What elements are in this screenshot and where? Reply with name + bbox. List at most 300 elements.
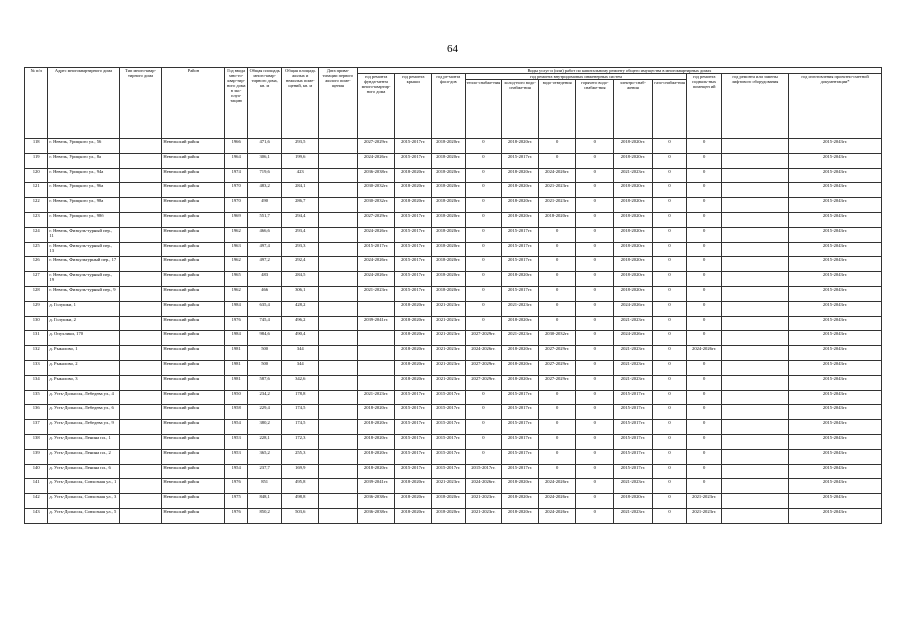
row-type	[119, 168, 162, 183]
header-works-group: Виды услуг и (или) работ по капитальному ремонту общего имущества в многоквартирных домах	[357, 68, 881, 74]
row-transfer-date	[319, 494, 358, 509]
header-roof: год ремонта крыши	[395, 74, 432, 139]
row-transfer-date	[319, 153, 358, 168]
table-row	[25, 272, 882, 287]
row-district: Невельский район	[162, 346, 225, 361]
row-address: д. Усть-Долыссы, Лебедева ул., 9	[48, 420, 119, 435]
row-basement: 0	[687, 212, 722, 227]
row-living-area: 423	[282, 168, 319, 183]
row-total-area: 466	[247, 286, 282, 301]
row-fund: 2018-2020гг.	[357, 449, 395, 464]
row-year: 1954	[225, 464, 247, 479]
row-cold: 2018-2020гг.	[502, 198, 539, 213]
row-transfer-date	[319, 242, 358, 257]
row-transfer-date	[319, 464, 358, 479]
row-cold: 2018-2020гг.	[502, 375, 539, 390]
row-year: 1966	[225, 139, 247, 154]
row-cold: 2021-2023гг.	[502, 331, 539, 346]
row-fund: 2027-2029гг.	[357, 212, 395, 227]
row-cold: 2018-2020гг.	[502, 360, 539, 375]
row-num: 120	[25, 168, 48, 183]
row-district: Невельский район	[162, 286, 225, 301]
row-heat: 2027-2029гг.	[465, 375, 502, 390]
row-gas: 0	[652, 242, 687, 257]
row-fund: 2018-2020гг.	[357, 405, 395, 420]
row-transfer-date	[319, 227, 358, 242]
row-type	[119, 405, 162, 420]
row-heat: 0	[465, 183, 502, 198]
row-basement: 0	[687, 198, 722, 213]
row-docs: 2015-2043гг.	[789, 168, 882, 183]
row-fund: 2036-2038гг.	[357, 494, 395, 509]
header-elec: электро-снаб-жения	[614, 80, 653, 139]
row-lift	[721, 242, 788, 257]
row-heat: 0	[465, 449, 502, 464]
row-address: г. Невель, Урицкого ул., 96а	[48, 183, 119, 198]
row-elec: 2018-2020гг.	[614, 183, 653, 198]
row-num: 141	[25, 479, 48, 494]
row-year: 1953	[225, 434, 247, 449]
header-address: Адрес многоквартирного дома	[48, 68, 119, 139]
row-sewer: 0	[538, 420, 576, 435]
row-sewer: 0	[538, 301, 576, 316]
row-living-area: 344	[282, 360, 319, 375]
header-fund: год ремонта фунда-мента много-квартир-ного дома	[357, 74, 395, 139]
row-fund: 2027-2029гг.	[357, 139, 395, 154]
row-hot: 0	[576, 227, 614, 242]
row-district: Невельский район	[162, 375, 225, 390]
row-facade: 2021-2023гг.	[432, 346, 466, 361]
row-address: д. Опухлики, 170	[48, 331, 119, 346]
table-row	[25, 331, 882, 346]
row-heat: 2027-2029гг.	[465, 360, 502, 375]
row-hot: 0	[576, 375, 614, 390]
row-basement: 0	[687, 316, 722, 331]
row-total-area: 466,6	[247, 227, 282, 242]
row-roof: 2018-2020гг.	[395, 375, 432, 390]
row-heat: 0	[465, 227, 502, 242]
row-facade: 2021-2023гг.	[432, 301, 466, 316]
header-type: Тип много-квар-тирного дома	[119, 68, 162, 139]
row-fund: 2039-2041гг.	[357, 479, 395, 494]
row-gas: 0	[652, 360, 687, 375]
row-district: Невельский район	[162, 272, 225, 287]
row-cold: 2018-2020гг.	[502, 508, 539, 523]
row-fund: 2036-2038гг.	[357, 168, 395, 183]
row-type	[119, 257, 162, 272]
row-total-area: 234,2	[247, 390, 282, 405]
row-year: 1962	[225, 227, 247, 242]
row-basement: 0	[687, 479, 722, 494]
row-lift	[721, 494, 788, 509]
row-lift	[721, 198, 788, 213]
row-roof: 2018-2020гг.	[395, 316, 432, 331]
row-hot: 0	[576, 464, 614, 479]
row-docs: 2015-2043гг.	[789, 420, 882, 435]
row-gas: 0	[652, 405, 687, 420]
row-district: Невельский район	[162, 434, 225, 449]
row-district: Невельский район	[162, 198, 225, 213]
row-basement: 0	[687, 420, 722, 435]
row-roof: 2015-2017гг.	[395, 286, 432, 301]
row-elec: 2018-2020гг.	[614, 286, 653, 301]
row-sewer: 2027-2029гг.	[538, 360, 576, 375]
row-fund: 2018-2020гг.	[357, 420, 395, 435]
row-address: д. Усть-Долыссы, Ленина пл., 6	[48, 464, 119, 479]
row-lift	[721, 286, 788, 301]
table-row	[25, 212, 882, 227]
row-hot: 0	[576, 257, 614, 272]
row-roof: 2018-2020гг.	[395, 331, 432, 346]
row-facade: 2018-2020гг.	[432, 168, 466, 183]
row-district: Невельский район	[162, 242, 225, 257]
row-living-area: 169,9	[282, 464, 319, 479]
row-lift	[721, 449, 788, 464]
row-heat: 2024-2026гг.	[465, 479, 502, 494]
row-facade: 2021-2023гг.	[432, 479, 466, 494]
row-num: 134	[25, 375, 48, 390]
row-hot: 0	[576, 508, 614, 523]
row-year: 1981	[225, 360, 247, 375]
row-district: Невельский район	[162, 331, 225, 346]
row-lift	[721, 227, 788, 242]
row-transfer-date	[319, 198, 358, 213]
row-address: д. Усть-Долыссы, Совхозная ул., 3	[48, 494, 119, 509]
row-fund	[357, 375, 395, 390]
row-hot: 0	[576, 242, 614, 257]
row-year: 1970	[225, 183, 247, 198]
row-docs: 2015-2043гг.	[789, 198, 882, 213]
row-heat: 0	[465, 153, 502, 168]
row-num: 129	[25, 301, 48, 316]
table-row	[25, 434, 882, 449]
table-row	[25, 183, 882, 198]
row-hot: 0	[576, 494, 614, 509]
row-num: 133	[25, 360, 48, 375]
row-type	[119, 272, 162, 287]
row-hot: 0	[576, 479, 614, 494]
row-elec: 2018-2020гг.	[614, 139, 653, 154]
row-fund: 2015-2017гг.	[357, 242, 395, 257]
row-sewer: 2024-2026гг.	[538, 508, 576, 523]
row-docs: 2015-2043гг.	[789, 346, 882, 361]
table-row	[25, 286, 882, 301]
row-transfer-date	[319, 183, 358, 198]
row-total-area: 490	[247, 198, 282, 213]
row-num: 139	[25, 449, 48, 464]
row-heat: 0	[465, 242, 502, 257]
row-type	[119, 420, 162, 435]
row-year: 1953	[225, 449, 247, 464]
row-living-area: 286,7	[282, 198, 319, 213]
row-cold: 2018-2020гг.	[502, 168, 539, 183]
row-year: 1970	[225, 198, 247, 213]
row-roof: 2018-2020гг.	[395, 494, 432, 509]
row-transfer-date	[319, 168, 358, 183]
table-row	[25, 242, 882, 257]
row-lift	[721, 301, 788, 316]
row-gas: 0	[652, 227, 687, 242]
row-facade: 2021-2023гг.	[432, 331, 466, 346]
row-roof: 2015-2017гг.	[395, 464, 432, 479]
row-docs: 2015-2043гг.	[789, 212, 882, 227]
row-num: 124	[25, 227, 48, 242]
row-lift	[721, 420, 788, 435]
row-total-area: 500	[247, 360, 282, 375]
row-elec: 2021-2023гг.	[614, 375, 653, 390]
row-type	[119, 494, 162, 509]
row-hot: 0	[576, 449, 614, 464]
row-lift	[721, 257, 788, 272]
table-row	[25, 153, 882, 168]
header-year: Год ввода мно-го-квар-тир-ного дома в экс-плуа-тацию	[225, 68, 247, 139]
row-facade: 2015-2017гг.	[432, 449, 466, 464]
row-transfer-date	[319, 286, 358, 301]
row-hot: 0	[576, 390, 614, 405]
row-cold: 2015-2017гг.	[502, 286, 539, 301]
row-hot: 0	[576, 346, 614, 361]
row-basement: 0	[687, 405, 722, 420]
row-gas: 0	[652, 316, 687, 331]
row-heat: 0	[465, 390, 502, 405]
row-lift	[721, 360, 788, 375]
row-elec: 2018-2020гг.	[614, 212, 653, 227]
row-sewer: 2024-2026гг.	[538, 479, 576, 494]
row-living-area: 306,1	[282, 286, 319, 301]
row-lift	[721, 464, 788, 479]
row-district: Невельский район	[162, 227, 225, 242]
row-sewer: 2024-2026гг.	[538, 168, 576, 183]
row-year: 1958	[225, 405, 247, 420]
header-facade: год ре-монта фаса-дов	[432, 74, 466, 139]
row-gas: 0	[652, 434, 687, 449]
row-cold: 2018-2020гг.	[502, 272, 539, 287]
row-basement: 0	[687, 449, 722, 464]
header-basement: год ремонта подваль-ных помещен ий	[687, 74, 722, 139]
header-heat: тепло-снабже-ния	[465, 80, 502, 139]
row-gas: 0	[652, 331, 687, 346]
header-gas: газо-снабже-ния	[652, 80, 687, 139]
row-elec: 2021-2023гг.	[614, 316, 653, 331]
row-basement: 0	[687, 242, 722, 257]
row-num: 128	[25, 286, 48, 301]
row-address: д. Рыкалово, 3	[48, 375, 119, 390]
row-year: 1981	[225, 346, 247, 361]
row-heat: 0	[465, 301, 502, 316]
row-transfer-date	[319, 331, 358, 346]
row-basement: 0	[687, 286, 722, 301]
row-heat: 2021-2023гг.	[465, 508, 502, 523]
row-sewer: 2027-2029гг.	[538, 375, 576, 390]
row-hot: 0	[576, 272, 614, 287]
row-heat: 2021-2023гг.	[465, 494, 502, 509]
row-transfer-date	[319, 301, 358, 316]
row-living-area: 294,4	[282, 212, 319, 227]
row-address: г. Невель, Урицкого ул., 8а	[48, 153, 119, 168]
page-number: 64	[447, 43, 458, 55]
row-roof: 2015-2017гг.	[395, 153, 432, 168]
row-transfer-date	[319, 316, 358, 331]
table-row	[25, 346, 882, 361]
row-total-area: 306,1	[247, 153, 282, 168]
row-total-area: 587,6	[247, 375, 282, 390]
row-hot: 0	[576, 198, 614, 213]
row-fund: 2018-2020гг.	[357, 464, 395, 479]
row-transfer-date	[319, 360, 358, 375]
row-facade: 2018-2020гг.	[432, 286, 466, 301]
table-row	[25, 464, 882, 479]
row-cold: 2018-2020гг.	[502, 183, 539, 198]
row-fund	[357, 331, 395, 346]
row-cold: 2015-2017гг.	[502, 257, 539, 272]
row-facade: 2018-2020гг.	[432, 227, 466, 242]
table-row	[25, 390, 882, 405]
row-lift	[721, 168, 788, 183]
row-year: 1962	[225, 257, 247, 272]
row-fund: 2024-2026гг.	[357, 257, 395, 272]
row-transfer-date	[319, 139, 358, 154]
row-type	[119, 198, 162, 213]
row-living-area: 496,2	[282, 316, 319, 331]
table-wrapper	[24, 67, 882, 524]
row-total-area: 237,7	[247, 464, 282, 479]
row-docs: 2015-2043гг.	[789, 242, 882, 257]
row-lift	[721, 212, 788, 227]
row-total-area: 984,6	[247, 331, 282, 346]
row-num: 131	[25, 331, 48, 346]
row-sewer: 2021-2023гг.	[538, 183, 576, 198]
row-district: Невельский район	[162, 212, 225, 227]
row-heat: 0	[465, 405, 502, 420]
row-address: д. Усть-Долыссы, Совхозная ул., 5	[48, 508, 119, 523]
row-gas: 0	[652, 301, 687, 316]
row-type	[119, 242, 162, 257]
row-lift	[721, 331, 788, 346]
row-district: Невельский район	[162, 405, 225, 420]
row-living-area: 428,2	[282, 301, 319, 316]
row-living-area: 344	[282, 346, 319, 361]
row-facade: 2015-2017гг.	[432, 390, 466, 405]
row-gas: 0	[652, 508, 687, 523]
row-num: 136	[25, 405, 48, 420]
row-district: Невельский район	[162, 390, 225, 405]
row-docs: 2015-2043гг.	[789, 227, 882, 242]
row-transfer-date	[319, 375, 358, 390]
row-transfer-date	[319, 257, 358, 272]
row-basement: 0	[687, 390, 722, 405]
table-row	[25, 494, 882, 509]
row-district: Невельский район	[162, 153, 225, 168]
row-lift	[721, 390, 788, 405]
row-lift	[721, 183, 788, 198]
row-lift	[721, 375, 788, 390]
row-gas: 0	[652, 139, 687, 154]
row-cold: 2015-2017гг.	[502, 449, 539, 464]
row-num: 143	[25, 508, 48, 523]
row-gas: 0	[652, 420, 687, 435]
row-num: 126	[25, 257, 48, 272]
row-num: 140	[25, 464, 48, 479]
row-address: д. Рыкалово, 1	[48, 346, 119, 361]
row-district: Невельский район	[162, 420, 225, 435]
row-roof: 2015-2017гг.	[395, 434, 432, 449]
row-year: 1981	[225, 375, 247, 390]
row-facade: 2015-2017гг.	[432, 420, 466, 435]
table-row	[25, 508, 882, 523]
row-hot: 0	[576, 183, 614, 198]
row-elec: 2015-2017гг.	[614, 464, 653, 479]
row-elec: 2021-2023гг.	[614, 168, 653, 183]
row-roof: 2015-2017гг.	[395, 405, 432, 420]
row-type	[119, 346, 162, 361]
header-hot: горячего водо-снабже-ния	[576, 80, 614, 139]
row-facade: 2018-2020гг.	[432, 508, 466, 523]
row-fund: 2024-2026гг.	[357, 227, 395, 242]
row-num: 125	[25, 242, 48, 257]
row-gas: 0	[652, 479, 687, 494]
row-cold: 2018-2020гг.	[502, 346, 539, 361]
row-fund: 2024-2026гг.	[357, 272, 395, 287]
row-basement: 0	[687, 464, 722, 479]
row-total-area: 228,1	[247, 434, 282, 449]
row-roof: 2015-2017гг.	[395, 449, 432, 464]
row-sewer: 0	[538, 434, 576, 449]
row-elec: 2018-2020гг.	[614, 227, 653, 242]
row-facade: 2021-2023гг.	[432, 316, 466, 331]
row-transfer-date	[319, 420, 358, 435]
row-total-area: 851	[247, 479, 282, 494]
row-sewer: 0	[538, 449, 576, 464]
row-type	[119, 183, 162, 198]
row-type	[119, 139, 162, 154]
row-sewer: 0	[538, 242, 576, 257]
header-district: Район	[162, 68, 225, 139]
row-sewer: 0	[538, 464, 576, 479]
row-lift	[721, 346, 788, 361]
row-year: 1984	[225, 301, 247, 316]
row-elec: 2024-2026гг.	[614, 331, 653, 346]
row-elec: 2018-2020гг.	[614, 153, 653, 168]
row-living-area: 498,8	[282, 494, 319, 509]
row-docs: 2015-2043гг.	[789, 257, 882, 272]
row-address: д. Усть-Долыссы, Совхозная ул., 1	[48, 479, 119, 494]
row-heat: 0	[465, 272, 502, 287]
row-hot: 0	[576, 153, 614, 168]
row-heat: 0	[465, 257, 502, 272]
row-roof: 2015-2017гг.	[395, 212, 432, 227]
row-num: 119	[25, 153, 48, 168]
row-heat: 2015-2017гг.	[465, 464, 502, 479]
row-type	[119, 316, 162, 331]
row-total-area: 500	[247, 346, 282, 361]
row-living-area: 342,6	[282, 375, 319, 390]
row-sewer: 2018-2020гг.	[538, 212, 576, 227]
row-lift	[721, 316, 788, 331]
row-docs: 2015-2043гг.	[789, 301, 882, 316]
row-facade: 2021-2023гг.	[432, 375, 466, 390]
row-living-area: 490,4	[282, 331, 319, 346]
row-sewer: 0	[538, 316, 576, 331]
row-gas: 0	[652, 257, 687, 272]
row-heat: 0	[465, 168, 502, 183]
row-district: Невельский район	[162, 316, 225, 331]
row-living-area: 292,4	[282, 257, 319, 272]
row-gas: 0	[652, 183, 687, 198]
row-gas: 0	[652, 286, 687, 301]
row-roof: 2018-2020гг.	[395, 168, 432, 183]
row-year: 1962	[225, 286, 247, 301]
row-lift	[721, 508, 788, 523]
